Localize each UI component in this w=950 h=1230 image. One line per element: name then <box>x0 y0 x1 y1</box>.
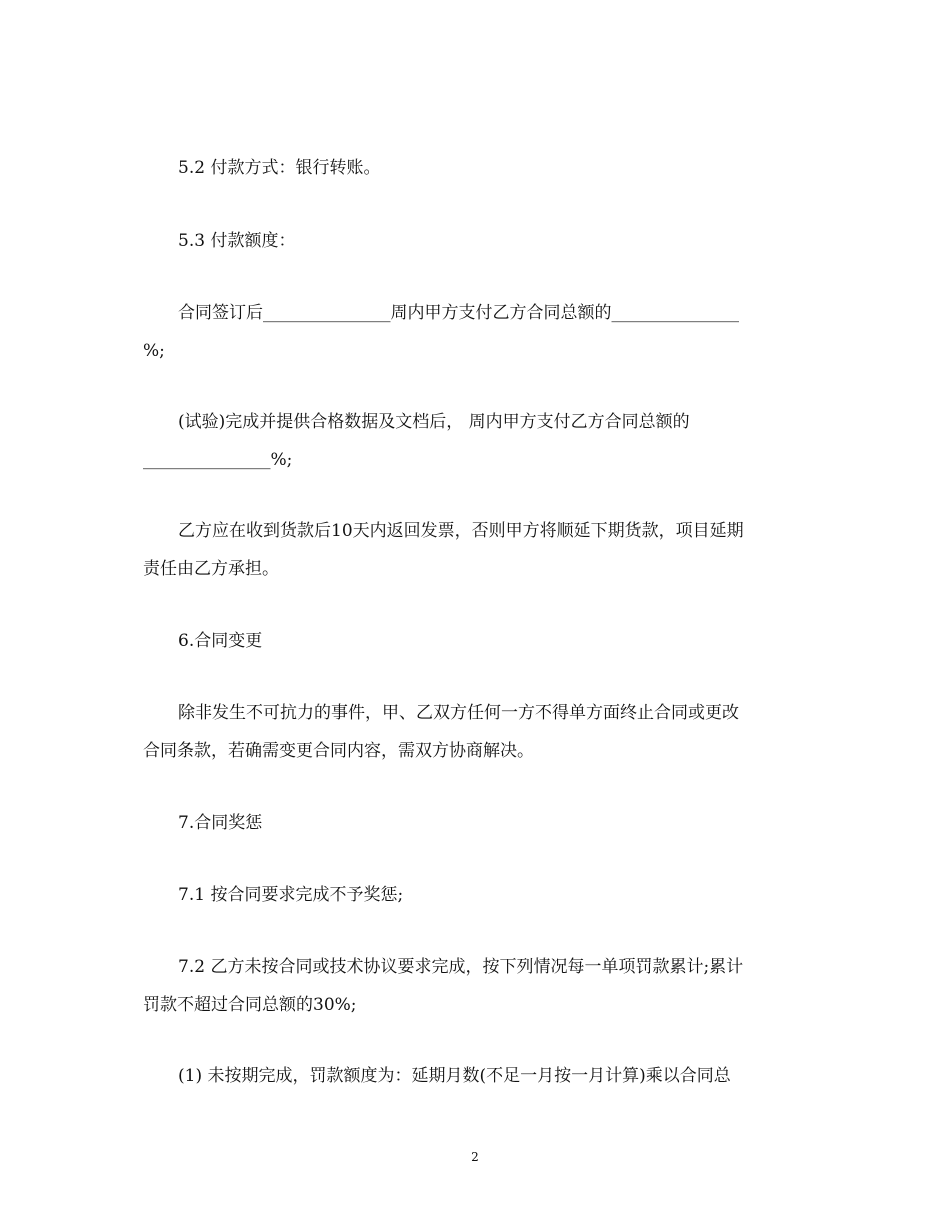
payment-term-test-cont: _______________%; <box>143 450 293 470</box>
change-paragraph: 除非发生不可抗力的事件，甲、乙双方任何一方不得单方面终止合同或更改 <box>178 703 739 723</box>
invoice-paragraph-cont: 责任由乙方承担。 <box>143 559 279 579</box>
clause-5-3: 5.3 付款额度： <box>178 231 296 251</box>
clause-7-2-cont: 罚款不超过合同总额的30%; <box>143 995 357 1015</box>
payment-term-signing-cont: %; <box>143 341 165 361</box>
page-number: 2 <box>471 1150 479 1164</box>
payment-term-test: (试验)完成并提供合格数据及文档后， 周内甲方支付乙方合同总额的 <box>178 412 690 432</box>
penalty-item-1: (1) 未按期完成，罚款额度为：延期月数(不足一月按一月计算)乘以合同总 <box>178 1066 731 1086</box>
section-heading-7: 7.合同奖惩 <box>178 813 263 833</box>
section-heading-6: 6.合同变更 <box>178 631 263 651</box>
clause-7-2: 7.2 乙方未按合同或技术协议要求完成，按下列情况每一单项罚款累计;累计 <box>178 957 744 977</box>
change-paragraph-cont: 合同条款，若确需变更合同内容，需双方协商解决。 <box>143 741 534 761</box>
clause-7-1: 7.1 按合同要求完成不予奖惩; <box>178 885 404 905</box>
payment-term-signing: 合同签订后_______________周内甲方支付乙方合同总额的_______________ <box>178 303 739 323</box>
clause-5-2: 5.2 付款方式：银行转账。 <box>178 158 381 178</box>
invoice-paragraph: 乙方应在收到货款后10天内返回发票，否则甲方将顺延下期货款，项目延期 <box>178 521 744 541</box>
